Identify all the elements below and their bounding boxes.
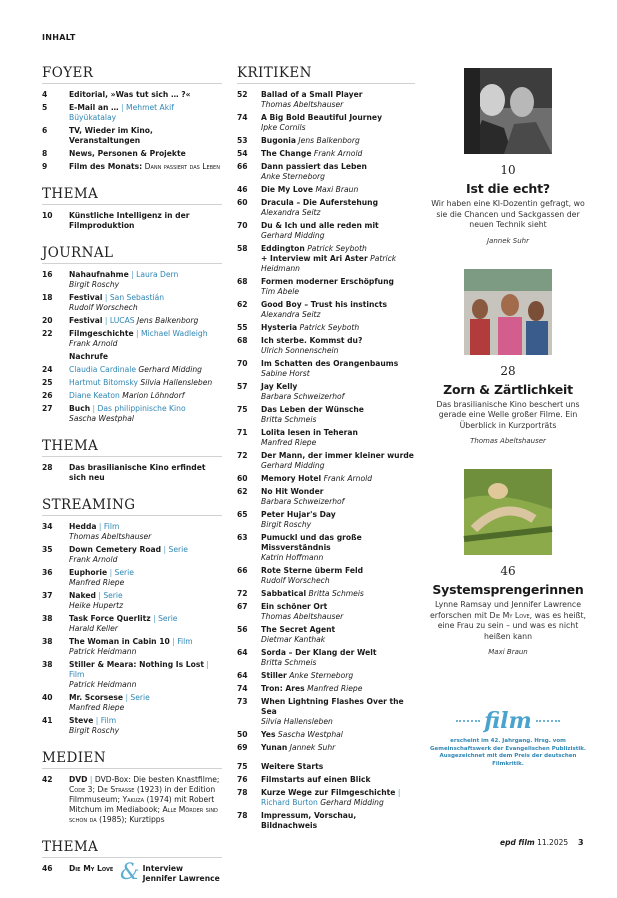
toc-entry[interactable]: 63 Pumuckl und das große Missverständnis Katrin Hoffmann [237, 533, 362, 562]
toc-entry[interactable]: 64 Sorda – Der Klang der Welt Britta Schmeis [237, 648, 377, 667]
toc-entry[interactable]: 52 Ballad of a Small Player Thomas Abeltshauser [237, 90, 363, 109]
toc-entry[interactable]: 18 Festival | San Sebastián Rudolf Worschech [42, 293, 165, 312]
toc-entry[interactable]: 56 The Secret Agent Dietmar Kanthak [237, 625, 336, 644]
toc-entry[interactable]: 71 Lolita lesen in Teheran Manfred Riepe [237, 428, 358, 447]
section-journal [42, 245, 222, 424]
section-title: STREAMING [42, 497, 222, 516]
toc-entry[interactable]: 70 Im Schatten des Orangenbaums Sabine Horst [237, 359, 399, 378]
toc-entry[interactable]: 68 Formen moderner Erschöpfung Tim Abele [237, 277, 394, 296]
decor-dots-left [456, 720, 480, 722]
feature-card-systemsprenger[interactable]: 46 Systemsprengerinnen Lynne Ramsay und Jennifer Lawrence erforschen mit Die My Love, was es heißt, eine Frau zu sein – und was es nicht heißen kann Maxi Braun [428, 469, 588, 656]
feature-photo-ki [464, 68, 552, 154]
feature-card-ki[interactable]: 10 Ist die echt? Wir haben eine KI-Dozentin gefragt, wo sie die Chancen und Sackgassen der neuen Technik sieht Jannek Suhr [428, 68, 588, 245]
toc-entry[interactable]: 64 Stiller Anke Sterneborg [237, 671, 354, 680]
toc-entry[interactable]: 70 Du & Ich und alle reden mit Gerhard Midding [237, 221, 379, 240]
toc-entry[interactable]: 74 Tron: Ares Manfred Riepe [237, 684, 363, 693]
section-medien [42, 750, 222, 825]
section-title: KRITIKEN [237, 65, 415, 84]
toc-entry[interactable]: 60 Memory Hotel Frank Arnold [237, 474, 373, 483]
section-title: JOURNAL [42, 245, 222, 264]
toc-entry[interactable]: 38 Stiller & Meara: Nothing Is Lost | Film Patrick Heidmann [42, 660, 209, 689]
toc-entry[interactable]: 4 Editorial, »Was tut sich … ?« [42, 90, 191, 99]
toc-entry[interactable]: 72 Der Mann, der immer kleiner wurde Gerhard Midding [237, 451, 414, 470]
toc-entry[interactable]: 76 Filmstarts auf einen Blick [237, 775, 371, 784]
toc-entry[interactable]: 20 Festival | LUCAS Jens Balkenborg [42, 316, 199, 325]
toc-entry[interactable]: 55 Hysteria Patrick Seyboth [237, 323, 360, 332]
toc-entry[interactable]: 54 The Change Frank Arnold [237, 149, 363, 158]
toc-entry[interactable]: 36 Euphorie | Serie Manfred Riepe [42, 568, 134, 587]
toc-entry[interactable]: 46 Die My Love & Interview Jennifer Lawrence [42, 860, 220, 885]
toc-entry[interactable]: 38 Task Force Querlitz | Serie Harald Keller [42, 614, 178, 633]
toc-entry[interactable]: 75 Das Leben der Wünsche Britta Schmeis [237, 405, 364, 424]
toc-entry[interactable]: 78 Impressum, Vorschau, Bildnachweis [237, 811, 357, 830]
section-title: THEMA [42, 839, 222, 858]
section-title: THEMA [42, 186, 222, 205]
section-thema-ki [42, 186, 222, 231]
toc-entry[interactable]: 73 When Lightning Flashes Over the Sea Silvia Hallensleben [237, 697, 404, 726]
toc-entry[interactable]: 62 Good Boy – Trust his instincts Alexandra Seitz [237, 300, 388, 319]
toc-entry[interactable]: 75 Weitere Starts [237, 762, 324, 771]
section-title: FOYER [42, 65, 222, 84]
page-footer: epd film 11.2025 3 [500, 838, 584, 847]
toc-entry[interactable]: 69 Yunan Jannek Suhr [237, 743, 336, 752]
toc-entry[interactable]: 46 Die My Love Maxi Braun [237, 185, 359, 194]
toc-entry[interactable]: 10 Künstliche Intelligenz in der Filmproduktion [42, 211, 190, 230]
toc-entry[interactable]: 60 Dracula – Die Auferstehung Alexandra Seitz [237, 198, 379, 217]
toc-entry[interactable]: 42 DVD | DVD-Box: Die besten Knastfilme; Code 3; Die Strasse (1923) in der Edition Filmmuseum; Yakuza (1974) mit Robert Mitchum im Mediabook; Alle Mörder sind schon da (1985); Kurztipps [42, 775, 220, 824]
feature-photo-die-my-love [464, 469, 552, 555]
decor-dots-right [536, 720, 560, 722]
ampersand: & [120, 860, 140, 885]
section-kritiken [237, 65, 415, 831]
toc-entry[interactable]: 67 Ein schöner Ort Thomas Abeltshauser [237, 602, 344, 621]
toc-entry[interactable]: 66 Dann passiert das Leben Anke Sterneborg [237, 162, 367, 181]
toc-entry[interactable]: 57 Jay Kelly Barbara Schweizerhof [237, 382, 345, 401]
nachrufe-label: Nachrufe [69, 352, 108, 361]
toc-entry[interactable]: 25 Hartmut Bitomsky Silvia Hallensleben [42, 378, 213, 387]
toc-entry[interactable]: 34 Hedda | Film Thomas Abeltshauser [42, 522, 152, 541]
toc-entry[interactable]: 65 Peter Hujar's Day Birgit Roschy [237, 510, 336, 529]
feature-cards-column [428, 68, 588, 768]
film-logo: film [484, 708, 532, 734]
toc-entry[interactable]: 74 A Big Bold Beautiful Journey Ipke Cornils [237, 113, 383, 132]
toc-entry[interactable]: 53 Bugonia Jens Balkenborg [237, 136, 360, 145]
toc-entry[interactable]: 6 TV, Wieder im Kino, Veranstaltungen [42, 126, 153, 145]
feature-photo-brasilien [464, 269, 552, 355]
epd-film-logo-block: film erscheint im 42. Jahrgang. Hrsg. vom Gemeinschaftswerk der Evangelischen Publizistik. Ausgezeichnet mit dem Preis der deutschen Filmkritik. [429, 708, 587, 767]
toc-entry[interactable]: 28 Das brasilianische Kino erfindet sich neu [42, 463, 206, 482]
toc-entry[interactable]: 41 Steve | Film Birgit Roschy [42, 716, 120, 735]
toc-entry[interactable]: 16 Nahaufnahme | Laura Dern Birgit Roschy [42, 270, 179, 289]
toc-left-column [42, 65, 222, 898]
toc-entry[interactable]: 5 E-Mail an … | Mehmet Akif Büyükatalay [42, 103, 174, 122]
toc-entry[interactable]: 40 Mr. Scorsese | Serie Manfred Riepe [42, 693, 150, 712]
section-thema-brasilien [42, 438, 222, 483]
feature-card-brasilien[interactable]: 28 Zorn & Zärtlichkeit Das brasilianische Kino beschert uns gerade eine Welle großer Filme. Ein Überblick in Kurzporträts Thomas Abeltshauser [428, 269, 588, 446]
section-title: MEDIEN [42, 750, 222, 769]
toc-entry[interactable]: 58 Eddington Patrick Seyboth + Interview mit Ari Aster Patrick Heidmann [237, 244, 397, 273]
toc-entry[interactable]: 66 Rote Sterne überm Feld Rudolf Worschech [237, 566, 364, 585]
toc-entry[interactable]: 37 Naked | Serie Heike Hupertz [42, 591, 124, 610]
toc-entry[interactable]: 38 The Woman in Cabin 10 | Film Patrick Heidmann [42, 637, 193, 656]
toc-entry[interactable]: 9 Film des Monats: Dann passiert das Leben [42, 162, 220, 171]
toc-entry[interactable]: 68 Ich sterbe. Kommst du? Ulrich Sonnenschein [237, 336, 363, 355]
toc-entry[interactable]: 50 Yes Sascha Westphal [237, 730, 343, 739]
toc-entry[interactable]: 27 Buch | Das philippinische Kino Sascha Westphal [42, 404, 186, 423]
toc-entry[interactable]: 8 News, Personen & Projekte [42, 149, 186, 158]
toc-entry[interactable]: 35 Down Cemetery Road | Serie Frank Arnold [42, 545, 188, 564]
section-foyer [42, 65, 222, 172]
toc-entry[interactable]: 26 Diane Keaton Marion Löhndorf [42, 391, 185, 400]
toc-entry[interactable]: 22 Filmgeschichte | Michael Wadleigh Frank Arnold [42, 329, 208, 348]
section-streaming [42, 497, 222, 736]
section-title: THEMA [42, 438, 222, 457]
toc-entry[interactable]: 72 Sabbatical Britta Schmeis [237, 589, 364, 598]
page-header: INHALT [42, 33, 76, 42]
section-thema-interview [42, 839, 222, 884]
toc-kritiken-column [237, 65, 415, 845]
toc-entry[interactable]: 62 No Hit Wonder Barbara Schweizerhof [237, 487, 345, 506]
toc-entry[interactable]: 24 Claudia Cardinale Gerhard Midding [42, 365, 202, 374]
page-number: 3 [578, 838, 584, 847]
toc-entry[interactable]: 78 Kurze Wege zur Filmgeschichte | Richard Burton Gerhard Midding [237, 788, 401, 807]
